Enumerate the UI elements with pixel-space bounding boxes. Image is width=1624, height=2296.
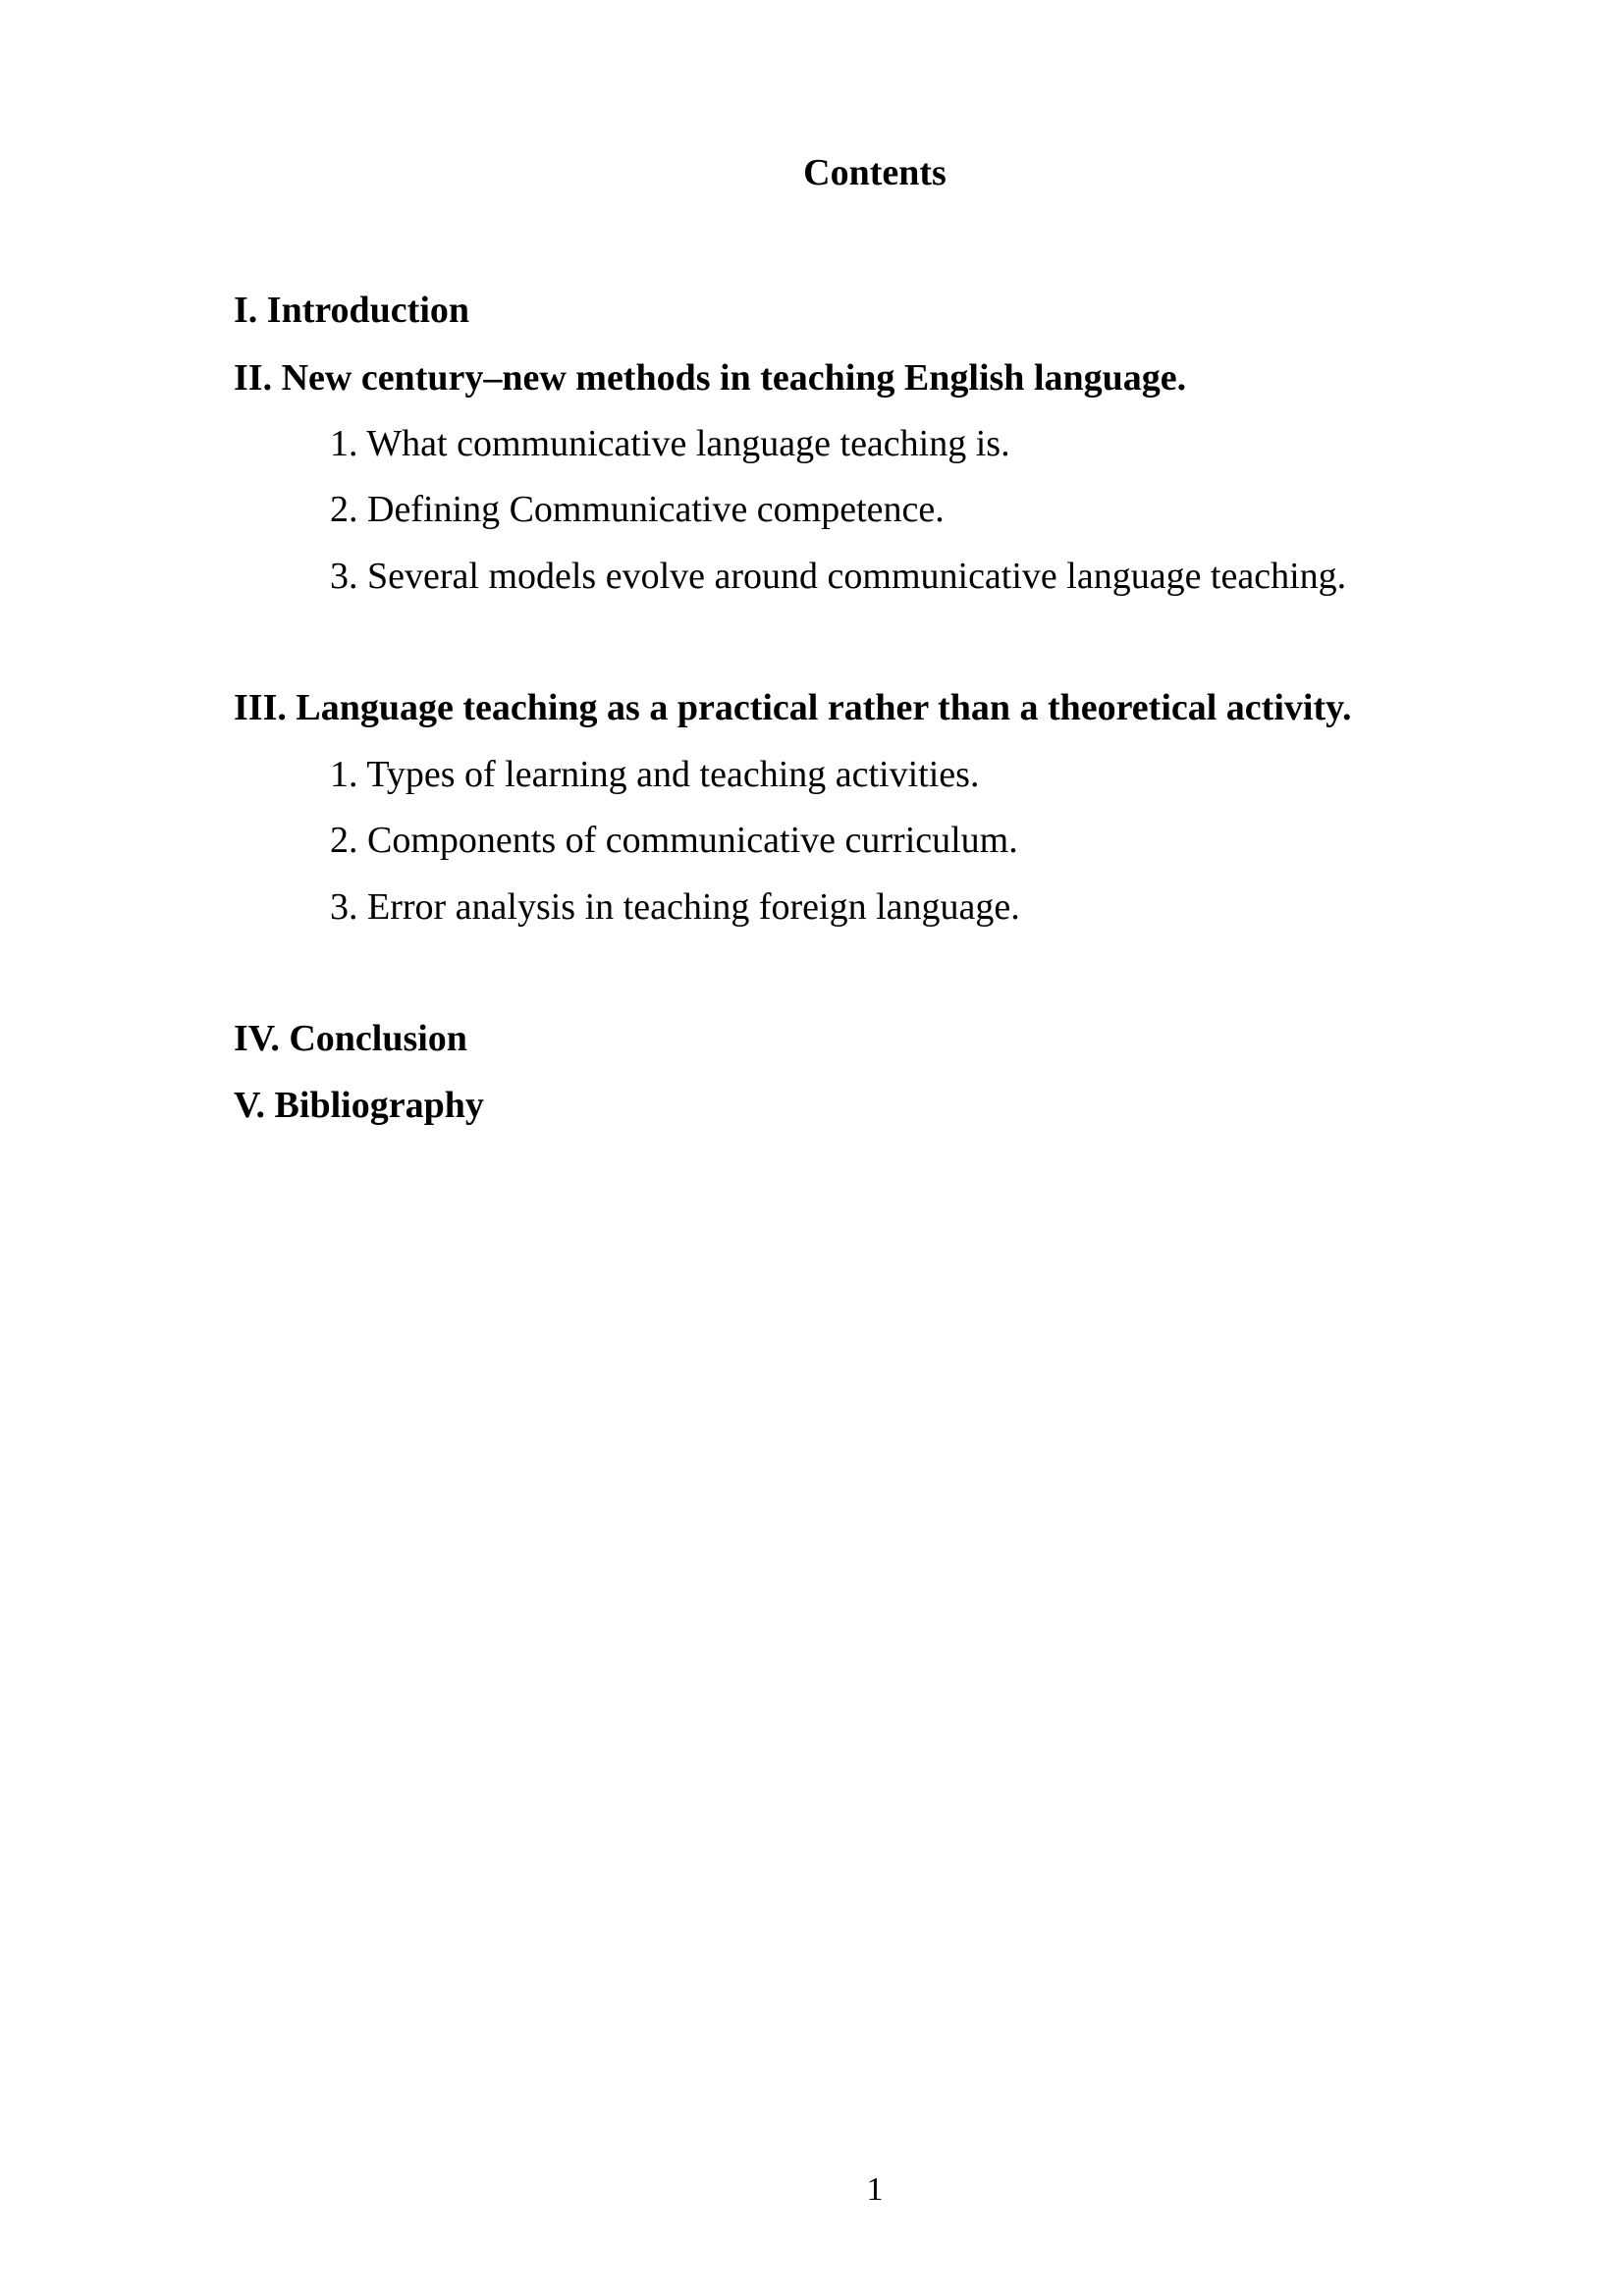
page-title: Contents [803,152,947,193]
toc-section-bibliography: V. Bibliography [234,1085,484,1126]
toc-section-practical-activity: III. Language teaching as a practical rather than a theoretical activity. [234,687,1352,728]
toc-subsection-communicative-teaching: 1. What communicative language teaching is. [330,423,1010,464]
page-number: 1 [866,2171,884,2208]
toc-section-new-methods: II. New century–new methods in teaching English language. [234,357,1187,399]
toc-subsection-models: 3. Several models evolve around communicative language teaching. [330,556,1347,597]
toc-subsection-error-analysis: 3. Error analysis in teaching foreign language. [330,886,1020,928]
toc-section-introduction: I. Introduction [234,290,470,331]
toc-subsection-curriculum-components: 2. Components of communicative curriculum. [330,820,1018,861]
toc-section-conclusion: IV. Conclusion [234,1018,467,1059]
toc-subsection-activity-types: 1. Types of learning and teaching activities. [330,754,980,795]
toc-subsection-communicative-competence: 2. Defining Communicative competence. [330,489,945,530]
